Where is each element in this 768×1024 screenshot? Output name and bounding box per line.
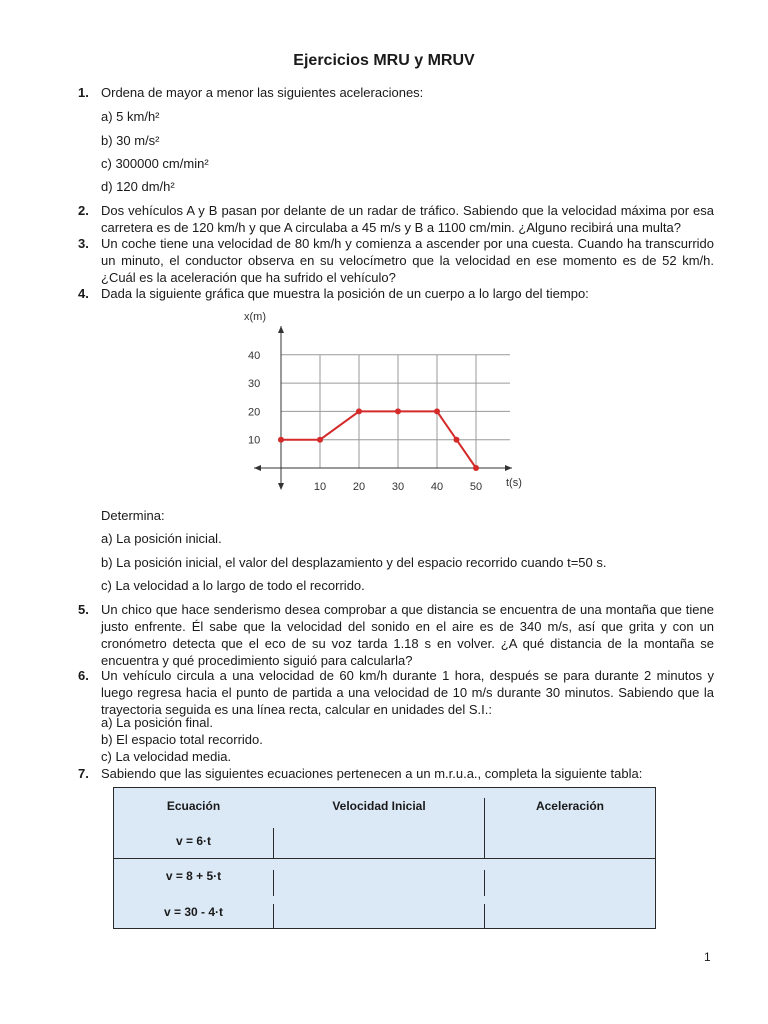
question-6 [78,667,714,718]
table-cell-equation: v = 30 - 4·t [163,905,224,919]
question-number: 3. [78,236,89,251]
table-divider [484,828,485,858]
page-number: 1 [704,950,711,964]
data-point [454,437,460,443]
table-divider [484,904,485,928]
table-divider [273,828,274,858]
table-divider [484,870,485,896]
table-divider [273,870,274,896]
data-point [356,408,362,414]
question-number: 5. [78,602,89,617]
y-axis-arrow [278,483,284,490]
x-axis-label: t(s) [506,477,522,489]
table-cell-equation: v = 8 + 5·t [165,869,222,883]
question-text: Dada la siguiente gráfica que muestra la posición de un cuerpo a lo largo del tiempo: [101,286,589,301]
x-tick-label: 10 [313,481,327,493]
question-number: 4. [78,286,89,301]
question-text: Dos vehículos A y B pasan por delante de un radar de tráfico. Sabiendo que la velocidad máxima por esa carretera es de 120 km/h y que A circulaba a 45 m/s y B a 1100 cm/min. ¿Alguno recibirá una multa? [101,203,714,235]
data-point [473,465,479,471]
question-number: 6. [78,668,89,683]
x-tick-label: 40 [430,481,444,493]
header-velocidad-inicial: Velocidad Inicial [332,799,426,813]
y-axis-arrow [278,326,284,333]
question-text: Ordena de mayor a menor las siguientes aceleraciones: [101,85,424,100]
data-point [395,408,401,414]
question-3 [78,235,714,286]
determina-label: Determina: [101,508,165,523]
y-tick-label: 30 [248,378,261,391]
page-title: Ejercicios MRU y MRUV [293,52,475,69]
data-point [434,408,440,414]
item-c: c) La velocidad a lo largo de todo el recorrido. [101,578,365,593]
table-cell-equation: v = 6·t [175,834,211,848]
table-divider [114,858,273,859]
item-b: b) El espacio total recorrido. [101,732,263,747]
table-divider [273,858,656,859]
question-1 [78,84,714,101]
y-tick-label: 10 [248,434,261,447]
option-b: b) 30 m/s² [101,133,160,148]
x-tick-label: 30 [391,481,405,493]
question-5 [78,601,714,669]
x-axis-arrow [505,465,512,471]
question-number: 1. [78,85,89,100]
item-b: b) La posición inicial, el valor del desplazamiento y del espacio recorrido cuando t=50 s. [101,555,607,570]
question-text: Sabiendo que las siguientes ecuaciones pertenecen a un m.r.u.a., completa la siguiente tabla: [101,766,643,781]
item-c: c) La velocidad media. [101,749,232,764]
question-number: 7. [78,766,89,781]
question-4 [78,285,714,302]
question-2 [78,202,714,236]
question-7 [78,765,714,782]
question-text: Un coche tiene una velocidad de 80 km/h y comienza a ascender por una cuesta. Cuando ha transcurrido un minuto, el conductor observa en su velocímetro que la velocidad en ese momento es de 52 km/h. ¿Cuál es la aceleración que ha sufrido el vehículo? [101,236,714,285]
equations-table [113,787,656,929]
position-time-chart [240,306,540,496]
data-point [317,437,323,443]
header-aceleracion: Aceleración [535,799,605,813]
option-d: d) 120 dm/h² [101,179,175,194]
option-a: a) 5 km/h² [101,109,160,124]
question-number: 2. [78,203,89,218]
table-divider [273,904,274,928]
y-tick-label: 20 [248,406,261,419]
item-a: a) La posición inicial. [101,531,222,546]
y-tick-label: 40 [248,349,261,362]
question-text: Un chico que hace senderismo desea comprobar a que distancia se encuentra de una montaña que tiene justo enfrente. Él sabe que la velocidad del sonido en el aire es de 340 m/s, así que grita y con un cronómetro detecta que el eco de su voz tarda 1.18 s en volver. ¿A qué distancia de la montaña se encuentra y qué procedimiento siguió para calcularla? [101,602,714,668]
data-point [278,437,284,443]
header-ecuacion: Ecuación [166,799,221,813]
option-c: c) 300000 cm/min² [101,156,209,171]
question-text: Un vehículo circula a una velocidad de 60 km/h durante 1 hora, después se para durante 2 minutos y luego regresa hacia el punto de partida a una velocidad de 10 m/s durante 30 minutos. Sabiendo que la trayectoria seguida es una línea recta, calcular en unidades del S.I.: [101,668,714,717]
x-tick-label: 50 [469,481,483,493]
x-axis-arrow [254,465,261,471]
x-tick-label: 20 [352,481,366,493]
y-axis-label: x(m) [244,311,266,323]
item-a: a) La posición final. [101,715,214,730]
